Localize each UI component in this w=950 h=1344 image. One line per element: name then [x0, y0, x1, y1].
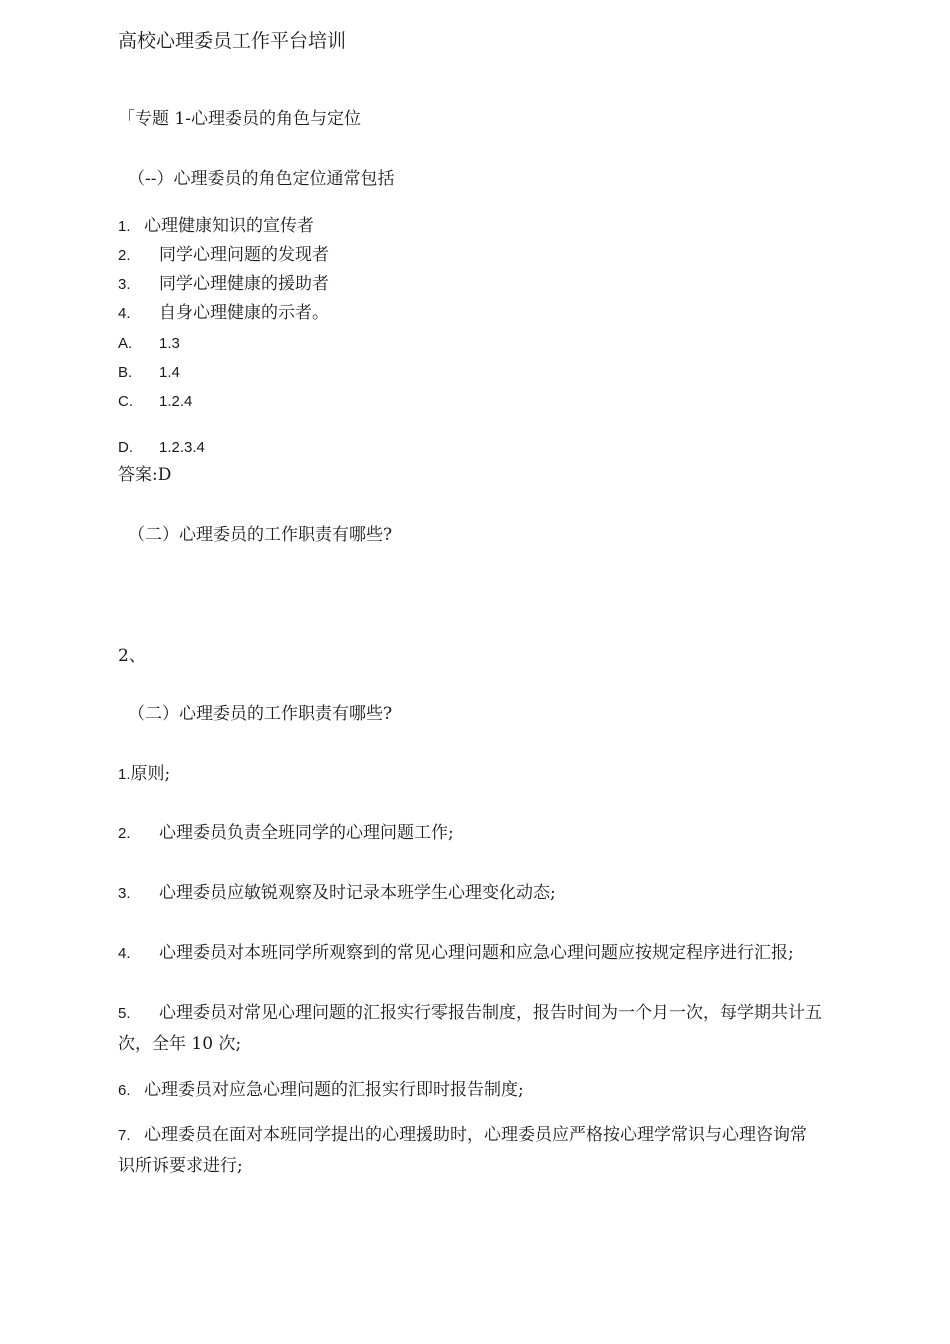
- question-2-heading-first: （二）心理委员的工作职责有哪些?: [128, 525, 393, 545]
- q1-option-a: A. 1.3: [118, 335, 180, 352]
- duty-7: 7. 心理委员在面对本班同学提出的心理援助时，心理委员应严格按心理学常识与心理咨询常识所诉要求进行;: [118, 1125, 807, 1176]
- q1-option-b: B. 1.4: [118, 364, 180, 381]
- duty-1: 1.原则;: [118, 764, 171, 784]
- q1-item-3: 3. 同学心理健康的援助者: [118, 274, 329, 294]
- q1-item-1: 1. 心理健康知识的宣传者: [118, 216, 314, 236]
- q1-item-2: 2. 同学心理问题的发现者: [118, 245, 329, 265]
- duty-3: 3. 心理委员应敏锐观察及时记录本班学生心理变化动态;: [118, 883, 556, 903]
- q1-option-c: C. 1.2.4: [118, 393, 193, 410]
- duty-6: 6. 心理委员对应急心理问题的汇报实行即时报告制度;: [118, 1080, 524, 1100]
- q1-answer: 答案:D: [118, 465, 172, 485]
- duty-4: 4. 心理委员对本班同学所观察到的常见心理问题和应急心理问题应按规定程序进行汇报;: [118, 943, 794, 963]
- question-1-heading: （--）心理委员的角色定位通常包括: [128, 169, 395, 189]
- document-title: 高校心理委员工作平台培训: [118, 30, 347, 52]
- question-2-heading-second: （二）心理委员的工作职责有哪些?: [128, 704, 393, 724]
- duty-5: 5. 心理委员对常见心理问题的汇报实行零报告制度，报告时间为一个月一次，每学期共计五次，全年 10 次;: [118, 1003, 822, 1054]
- topic-heading: 「专题 1-心理委员的角色与定位: [118, 109, 361, 129]
- q1-option-d: D. 1.2.3.4: [118, 439, 205, 456]
- duty-2: 2. 心理委员负责全班同学的心理问题工作;: [118, 823, 454, 843]
- q1-item-4: 4. 自身心理健康的示者。: [118, 303, 329, 323]
- section-2-label: 2、: [118, 646, 146, 666]
